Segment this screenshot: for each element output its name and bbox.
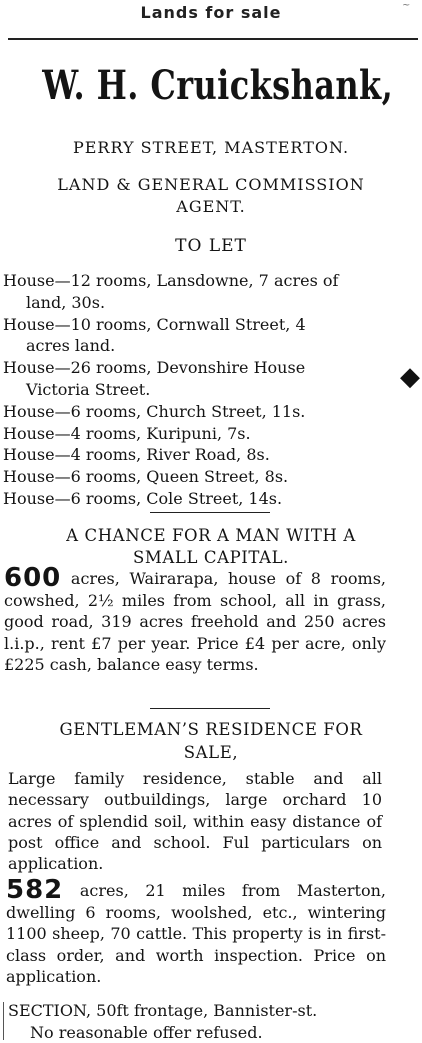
chance-heading-line1: A CHANCE FOR A MAN WITH A — [66, 526, 356, 545]
listing-line: House—12 rooms, Lansdowne, 7 acres of — [3, 271, 339, 290]
residence-text: Large family residence, stable and all necessary outbuildings, large orchard 10 acres of splendid soil, within easy distance of post office and school. Ful particulars on application. — [8, 769, 382, 874]
residence-heading — [0, 718, 422, 764]
header-rule — [8, 38, 418, 40]
offer-text: acres, Wairarapa, house of 8 rooms, cowshed, 2½ miles from school, all in grass, good road, 319 acres freehold and 250 acres l.i.p., rent £7 per year. Price £4 per acre, only £225 cash, balance easy terms. — [4, 569, 386, 674]
chance-heading — [0, 525, 422, 569]
listing-line: House—6 rooms, Church Street, 11s. — [3, 401, 306, 421]
section-sale-line2: No reasonable offer refused. — [30, 1022, 263, 1042]
acres-number: 600 — [4, 563, 62, 593]
to-let-heading: TO LET — [175, 236, 247, 256]
ink-blot-mark: ◆ — [400, 362, 420, 392]
section-sale — [8, 1000, 388, 1043]
residence-heading-line2: SALE, — [183, 743, 239, 762]
listing-line: House—10 rooms, Cornwall Street, 4 — [3, 314, 306, 334]
advertiser-address: PERRY STREET, MASTERTON. — [72, 138, 350, 157]
listing-line: House—4 rooms, River Road, 8s. — [3, 445, 270, 465]
divider — [150, 512, 270, 513]
listing-line: acres land. — [26, 336, 116, 356]
advertiser-role-line2: AGENT. — [176, 197, 246, 216]
listing-line: House—26 rooms, Devonshire House — [3, 358, 306, 378]
section-sale-line1: SECTION, 50ft frontage, Bannister-st. — [8, 1001, 318, 1020]
listing-line: Victoria Street. — [26, 379, 151, 399]
farm-offer — [6, 875, 386, 988]
chance-heading-line2: SMALL CAPITAL. — [132, 548, 290, 567]
residence-heading-line1: GENTLEMAN’S RESIDENCE FOR — [59, 720, 363, 739]
divider — [150, 708, 270, 709]
section-header: Lands for sale — [140, 3, 282, 22]
listing-line: House—6 rooms, Queen Street, 8s. — [3, 467, 289, 487]
corner-smudge-mark: ~ — [402, 0, 411, 11]
acres-number: 582 — [6, 875, 64, 905]
chance-offer — [4, 563, 386, 676]
advertiser-role-line1: LAND & GENERAL COMMISSION — [57, 175, 365, 194]
listing-line: land, 30s. — [26, 292, 106, 312]
listing-line: House—4 rooms, Kuripuni, 7s. — [3, 423, 251, 443]
advertiser-role — [0, 174, 422, 218]
listing-line: House—6 rooms, Cole Street, 14s. — [3, 488, 283, 508]
margin-line — [3, 1002, 4, 1040]
to-let-listings — [3, 270, 338, 510]
offer-text: acres, 21 miles from Masterton, dwelling 6 rooms, woolshed, etc., wintering 1100 sheep, 70 cattle. This property is in first-class order, and worth inspection. Price on application. — [6, 881, 386, 986]
advertiser-name: W. H. Cruickshank, — [42, 62, 394, 109]
